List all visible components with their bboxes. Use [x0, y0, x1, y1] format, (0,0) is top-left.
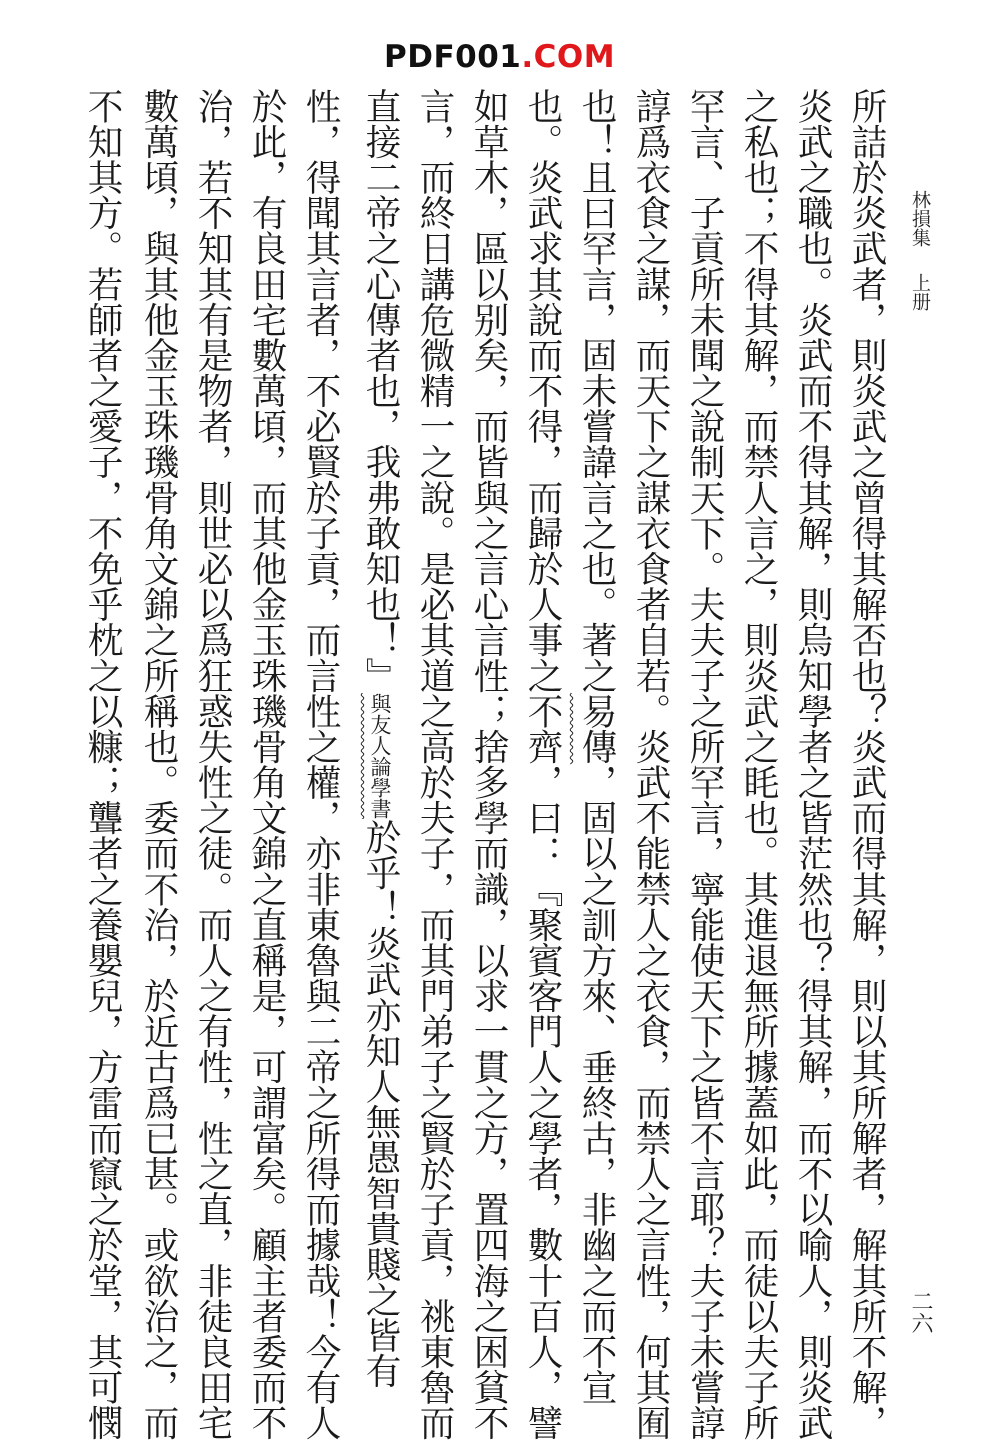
text-column: 直接二帝之心傳者也，我弗敢知也！』與友人論學書於乎！炎武亦知人無愚智貴賤之皆有: [360, 88, 401, 1389]
text-column: 不知其方。若師者之愛子，不免乎枕之以糠；聾者之養嬰兒，方雷而竄之於堂，其可憫: [82, 88, 123, 1440]
text-column: 數萬頃，與其他金玉珠璣骨角文錦之所稱也。委而不治，於近古爲已甚。或欲治之，而: [138, 88, 179, 1440]
watermark-tld: .COM: [521, 39, 616, 75]
text-column: 也。炎武求其說而不得，而歸於人事之不齊，曰：『聚賓客門人之學者，數十百人，譬: [522, 88, 563, 1440]
book-title-mark: 與友人論學書: [368, 693, 392, 820]
text-column: 性，得聞其言者，不必賢於子貢，而言性之權，亦非東魯與二帝之所得而據哉！今有人: [300, 88, 341, 1440]
watermark-site: PDF001: [384, 39, 522, 75]
volume-label: 上册: [909, 273, 931, 311]
book-title: 林損集: [909, 190, 931, 247]
text-column: 言，而終日講危微精一之說。是必其道之高於夫子，而其門弟子之賢於子貢，祧東魯而: [414, 88, 455, 1440]
page-number: 二六: [908, 1290, 933, 1334]
running-header: [905, 190, 935, 311]
text-column: 治，若不知其有是物者，則世必以爲狂惑失性之徒。而人之有性，性之直，非徒良田宅: [192, 88, 233, 1440]
text-column: 所詰於炎武者，則炎武之曾得其解否也？炎武而得其解，則以其所解者，解其所不解，: [846, 88, 887, 1440]
text-column: 炎武之職也。炎武而不得其解，則烏知學者之皆茫然也？得其解，而不以喻人，則炎武: [792, 88, 833, 1440]
text-column: 諄爲衣食之謀，而天下之謀衣食者自若。炎武不能禁人之衣食，而禁人之言性，何其囿: [630, 88, 671, 1440]
text-column: 如草木，區以别矣，而皆與之言心言性；捨多學而識，以求一貫之方，置四海之困貧不: [468, 88, 509, 1440]
text-column: 也！且曰罕言，固未嘗諱言之也。著之易傳，固以之訓方來、垂終古，非幽之而不宣: [576, 88, 617, 1405]
text-column: 於此，有良田宅數萬頃，而其他金玉珠璣骨角文錦之直稱是，可謂富矣。顧主者委而不: [246, 88, 287, 1440]
text-column: 罕言、子貢所未聞之說制天下。夫夫子之所罕言，寧能使天下之皆不言耶？夫子未嘗諄: [684, 88, 725, 1440]
book-title-mark: 易傳: [576, 693, 617, 765]
watermark: [384, 36, 616, 78]
text-column: 之私也；不得其解，而禁人言之，則炎武之眊也。其進退無所據蓋如此，而徒以夫子所: [738, 88, 779, 1440]
